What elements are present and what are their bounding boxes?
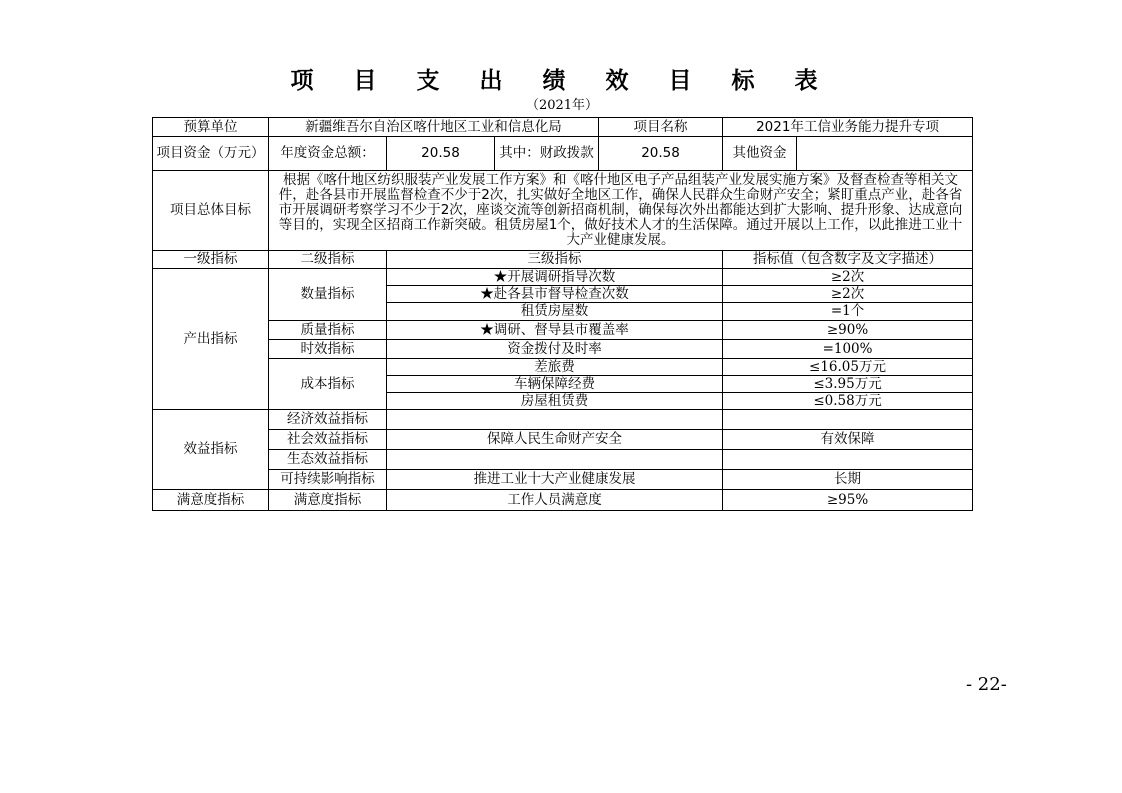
annual-total-label: 年度资金总额： xyxy=(269,137,387,171)
table-row xyxy=(153,470,973,490)
budget-unit-label: 预算单位 xyxy=(153,118,269,137)
indicator-name xyxy=(387,410,723,430)
indicator-name xyxy=(387,450,723,470)
indicator-name: 资金拨付及时率 xyxy=(387,340,723,359)
indicator-value: ≤3.95万元 xyxy=(723,376,973,393)
indicator-value: =100% xyxy=(723,340,973,359)
indicator-name: 工作人员满意度 xyxy=(387,490,723,511)
indicator-name: 保障人民生命财产安全 xyxy=(387,430,723,450)
output-indicator-label: 产出指标 xyxy=(153,269,269,410)
table-row xyxy=(153,321,973,340)
benefit-indicator-label: 效益指标 xyxy=(153,410,269,490)
indicator-name: ★调研、督导县市覆盖率 xyxy=(387,321,723,340)
table-row xyxy=(153,359,973,376)
goal-text: 根据《喀什地区纺织服装产业发展工作方案》和《喀什地区电子产品组装产业发展实施方案》及督查检查等相关文件，赴各县市开展监督检查不少于2次，扎实做好全地区工作，确保人民群众生命财产安全；紧盯重点产业，赴各省市开展调研考察学习不少于2次，座谈交流等创新招商机制，确保每次外出都能达到扩大影响、提升形象、达成意向等目的，实现全区招商工作新突破。租赁房屋1个，做好技术人才的生活保障。通过开展以上工作，以此推进工业十大产业健康发展。 xyxy=(269,171,973,251)
goal-row xyxy=(153,171,973,251)
project-name-value: 2021年工信业务能力提升专项 xyxy=(723,118,973,137)
table-row xyxy=(153,430,973,450)
quality-indicator-label: 质量指标 xyxy=(269,321,387,340)
indicator-name: 房屋租赁费 xyxy=(387,393,723,410)
indicator-value: ≥2次 xyxy=(723,286,973,303)
budget-unit-row xyxy=(153,118,973,137)
indicator-name: ★开展调研指导次数 xyxy=(387,269,723,286)
indicator-name: 车辆保障经费 xyxy=(387,376,723,393)
indicator-name: ★赴各县市督导检查次数 xyxy=(387,286,723,303)
page-title: 项 目 支 出 绩 效 目 标 表 xyxy=(290,67,834,94)
other-funds-label: 其他资金 xyxy=(723,137,797,171)
funds-row xyxy=(153,137,973,171)
cost-indicator-label: 成本指标 xyxy=(269,359,387,410)
fiscal-label: 其中：财政拨款 xyxy=(495,137,599,171)
indicator-value: 有效保障 xyxy=(723,430,973,450)
social-indicator-label: 社会效益指标 xyxy=(269,430,387,450)
col-level2: 二级指标 xyxy=(269,251,387,269)
indicator-value: ≤0.58万元 xyxy=(723,393,973,410)
table-row xyxy=(153,269,973,286)
economic-indicator-label: 经济效益指标 xyxy=(269,410,387,430)
indicator-value: =1个 xyxy=(723,303,973,321)
table-row xyxy=(153,340,973,359)
project-name-label: 项目名称 xyxy=(599,118,723,137)
col-value: 指标值（包含数字及文字描述） xyxy=(723,251,973,269)
indicator-value: ≥90% xyxy=(723,321,973,340)
indicator-value: 长期 xyxy=(723,470,973,490)
ecological-indicator-label: 生态效益指标 xyxy=(269,450,387,470)
fiscal-value: 20.58 xyxy=(599,137,723,171)
indicator-value xyxy=(723,410,973,430)
indicator-name: 推进工业十大产业健康发展 xyxy=(387,470,723,490)
table-row xyxy=(153,410,973,430)
col-level3: 三级指标 xyxy=(387,251,723,269)
table-row xyxy=(153,450,973,470)
sustainable-indicator-label: 可持续影响指标 xyxy=(269,470,387,490)
performance-target-table xyxy=(152,117,973,511)
satisfaction-sub-label: 满意度指标 xyxy=(269,490,387,511)
indicator-value xyxy=(723,450,973,470)
year-subtitle: （2021年） xyxy=(525,98,599,113)
indicator-value: ≥95% xyxy=(723,490,973,511)
other-funds-value xyxy=(797,137,973,171)
budget-unit-value: 新疆维吾尔自治区喀什地区工业和信息化局 xyxy=(269,118,599,137)
page-number: - 22- xyxy=(966,674,1007,695)
indicator-value: ≤16.05万元 xyxy=(723,359,973,376)
indicator-name: 租赁房屋数 xyxy=(387,303,723,321)
annual-total-value: 20.58 xyxy=(387,137,495,171)
goal-label: 项目总体目标 xyxy=(153,171,269,251)
indicator-name: 差旅费 xyxy=(387,359,723,376)
col-level1: 一级指标 xyxy=(153,251,269,269)
satisfaction-indicator-label: 满意度指标 xyxy=(153,490,269,511)
funds-label: 项目资金（万元） xyxy=(153,137,269,171)
column-header-row xyxy=(153,251,973,269)
timeliness-indicator-label: 时效指标 xyxy=(269,340,387,359)
indicator-value: ≥2次 xyxy=(723,269,973,286)
table-row xyxy=(153,490,973,511)
quantity-indicator-label: 数量指标 xyxy=(269,269,387,321)
